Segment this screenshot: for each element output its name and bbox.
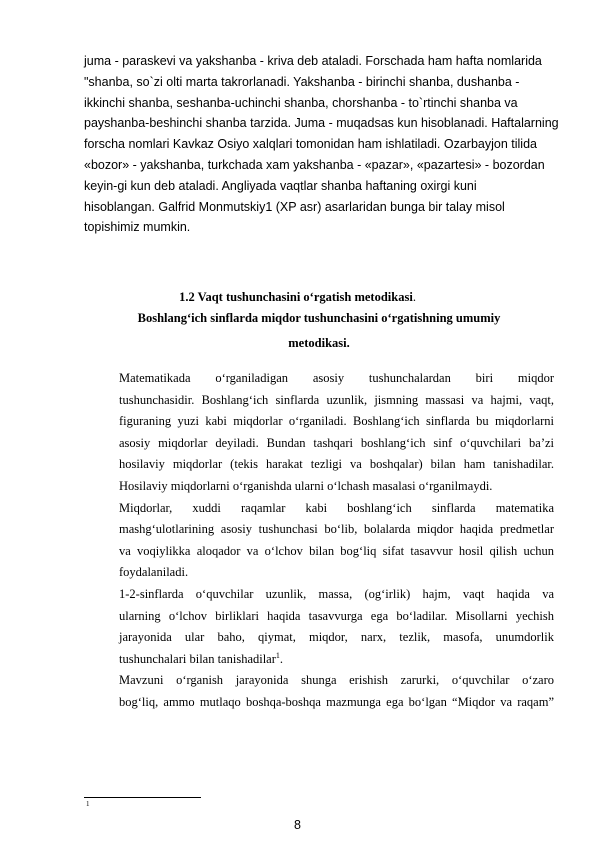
intro-line: forscha nomlari Kavkaz Osiyo xalqlari tomonidan ham ishlatiladi. Ozarbayjon tilida (84, 137, 537, 152)
paragraph-line: ularning o‘lchov birliklari haqida tasavvurga ega bo‘ladilar. Misollarni yechish (119, 608, 554, 623)
intro-line: "shanba, so`zi olti marta takrorlanadi. Yakshanba - birinchi shanba, dushanba - (84, 74, 520, 89)
paragraph (84, 368, 554, 498)
paragraph-line (84, 649, 554, 671)
intro-line: keyin-gi kun deb ataladi. Angliyada vaqtlar shanba haftaning oxirgi kuni (84, 178, 477, 193)
paragraph-line: Mavzuni o‘rganish jarayonida shunga erishish zarurki, o‘quvchilar o‘zaro (119, 673, 554, 688)
paragraph-line: figuraning yuzi kabi miqdorlar o‘rganiladi. Boshlang‘ich sinflarda bu miqdorlarni (119, 414, 554, 429)
page-number: 8 (294, 818, 301, 832)
paragraph-line: Miqdorlar, xuddi raqamlar kabi boshlang‘ich sinflarda matematika (119, 500, 554, 515)
footnote-reference[interactable]: 1 (275, 650, 280, 660)
paragraph-line: hosilaviy miqdorlar (tekis harakat tezligi va boshqalar) bilan ham tanishadilar. (119, 457, 554, 472)
intro-line: hisoblangan. Galfrid Monmutskiy1 (XP asr) asarlaridan bunga bir talay misol (84, 199, 505, 214)
paragraph (84, 498, 554, 584)
intro-line: juma - paraskevi va yakshanba - kriva deb ataladi. Forschada ham hafta nomlarida (84, 54, 542, 68)
footnote-mark: 1 (86, 800, 90, 808)
paragraph (84, 584, 554, 670)
paragraph-line: tushunchasidir. Boshlang‘ich sinflarda uzunlik, jismning massasi va hajmi, vaqt, (119, 392, 554, 407)
paragraph-line-tail: . (279, 651, 284, 666)
paragraph-line: 1-2-sinflarda o‘quvchilar uzunlik, massa, (og‘irlik) hajm, vaqt haqida va (119, 586, 554, 601)
paragraph-line: foydalaniladi. (119, 565, 189, 580)
section-title-tail: . (412, 290, 416, 304)
paragraph (84, 670, 554, 713)
paragraph-line: asosiy miqdorlar deyiladi. Bundan tashqari boshlang‘ich sinf o‘quvchilari ba’zi (119, 435, 554, 450)
paragraph-line: jarayonida ular baho, qiymat, miqdor, narx, tezlik, masofa, unumdorlik (119, 630, 554, 645)
intro-line: ikkinchi shanba, seshanba-uchinchi shanba, chorshanba - to`rtinchi shanba va (84, 95, 518, 110)
section-title: 1.2 Vaqt tushunchasini o‘rgatish metodikasi (179, 290, 413, 304)
paragraph-line: Hosilaviy miqdorlarni o‘rganishda ularni o‘lchash masalasi o‘rganilmaydi. (119, 478, 493, 493)
subsection-heading (84, 306, 554, 356)
paragraph-line: va voqiylikka aloqador va o‘lchov bilan bog‘liq sifat tasavvur hosil qilish uchun (119, 543, 554, 558)
intro-text (84, 51, 559, 238)
subsection-title-line: metodikasi. (288, 336, 350, 350)
section-heading (0, 289, 595, 305)
subsection-title-line: Boshlang‘ich sinflarda miqdor tushunchasini o‘rgatishning umumiy (137, 311, 501, 325)
intro-line: topishimiz mumkin. (84, 220, 191, 235)
intro-line: «bozor» - yakshanba, turkchada xam yakshanba - «pazar», «pazartesi» - bozordan (84, 157, 545, 172)
paragraph-line: Matematikada o‘rganiladigan asosiy tushunchalardan biri miqdor (119, 371, 554, 385)
paragraph-line: bog‘liq, ammo mutlaqo boshqa-boshqa mazmunga ega bo‘lgan “Miqdor va raqam” (119, 694, 554, 709)
body-text (84, 368, 554, 714)
intro-line: payshanba-beshinchi shanba tarzida. Juma - muqadsas kun hisoblanadi. Haftalarning (84, 116, 559, 131)
paragraph-line-text: tushunchalari bilan tanishadilar (119, 651, 276, 666)
footnote-divider (84, 797, 201, 798)
paragraph-line: mashg‘ulotlarining asosiy tushunchasi bo‘lib, bolalarda miqdor haqida predmetlar (119, 522, 554, 537)
